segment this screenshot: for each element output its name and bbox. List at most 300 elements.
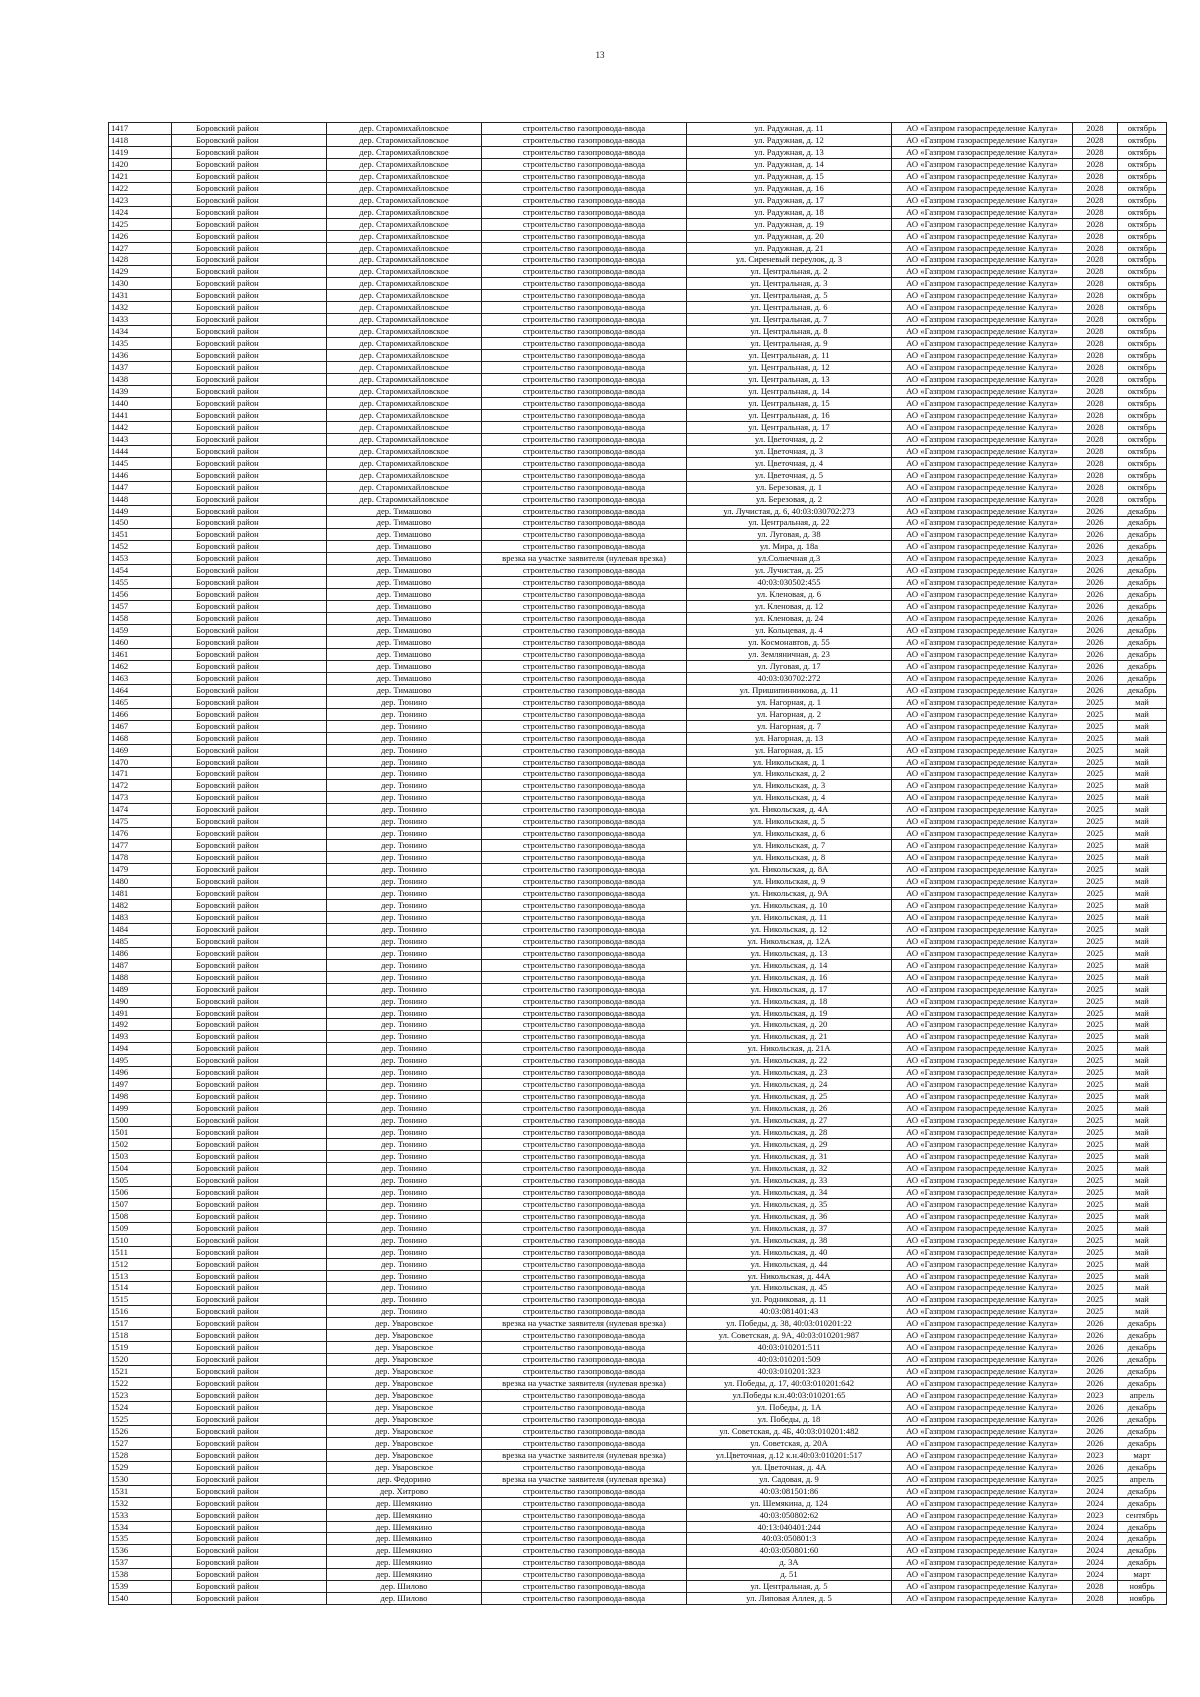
year-cell: 2025 <box>1073 1294 1118 1306</box>
organization-cell: АО «Газпром газораспределение Калуга» <box>892 744 1073 756</box>
settlement-cell: дер. Уваровское <box>327 1318 482 1330</box>
settlement-cell: дер. Тюнино <box>327 911 482 923</box>
table-row <box>109 1593 1167 1605</box>
table-row <box>109 1067 1167 1079</box>
district-cell: Боровский район <box>172 840 327 852</box>
settlement-cell: дер. Старомихайловское <box>327 314 482 326</box>
month-cell: май <box>1118 1115 1167 1127</box>
settlement-cell: дер. Уваровское <box>327 1413 482 1425</box>
row-number: 1417 <box>109 123 172 135</box>
address-cell: 40:03:030502:455 <box>687 577 892 589</box>
month-cell: май <box>1118 888 1167 900</box>
year-cell: 2023 <box>1073 1509 1118 1521</box>
year-cell: 2025 <box>1073 947 1118 959</box>
organization-cell: АО «Газпром газораспределение Калуга» <box>892 1007 1073 1019</box>
month-cell: май <box>1118 852 1167 864</box>
settlement-cell: дер. Шемякино <box>327 1509 482 1521</box>
table-row <box>109 1162 1167 1174</box>
year-cell: 2025 <box>1073 911 1118 923</box>
work-type-cell: строительство газопровода-ввода <box>482 1521 687 1533</box>
district-cell: Боровский район <box>172 888 327 900</box>
organization-cell: АО «Газпром газораспределение Калуга» <box>892 302 1073 314</box>
month-cell: май <box>1118 792 1167 804</box>
settlement-cell: дер. Старомихайловское <box>327 385 482 397</box>
table-row <box>109 1270 1167 1282</box>
address-cell: д. 3А <box>687 1557 892 1569</box>
year-cell: 2028 <box>1073 158 1118 170</box>
settlement-cell: дер. Федорино <box>327 1473 482 1485</box>
work-type-cell: строительство газопровода-ввода <box>482 840 687 852</box>
organization-cell: АО «Газпром газораспределение Калуга» <box>892 469 1073 481</box>
month-cell: май <box>1118 816 1167 828</box>
work-type-cell: строительство газопровода-ввода <box>482 888 687 900</box>
settlement-cell: дер. Тюнино <box>327 864 482 876</box>
month-cell: май <box>1118 1246 1167 1258</box>
row-number: 1521 <box>109 1366 172 1378</box>
organization-cell: АО «Газпром газораспределение Калуга» <box>892 182 1073 194</box>
address-cell: ул. Радужная, д. 17 <box>687 194 892 206</box>
organization-cell: АО «Газпром газораспределение Калуга» <box>892 732 1073 744</box>
row-number: 1465 <box>109 696 172 708</box>
district-cell: Боровский район <box>172 278 327 290</box>
row-number: 1422 <box>109 182 172 194</box>
year-cell: 2025 <box>1073 1079 1118 1091</box>
settlement-cell: дер. Старомихайловское <box>327 266 482 278</box>
organization-cell: АО «Газпром газораспределение Калуга» <box>892 959 1073 971</box>
year-cell: 2025 <box>1073 756 1118 768</box>
settlement-cell: дер. Тюнино <box>327 1019 482 1031</box>
organization-cell: АО «Газпром газораспределение Калуга» <box>892 636 1073 648</box>
row-number: 1523 <box>109 1390 172 1402</box>
row-number: 1497 <box>109 1079 172 1091</box>
month-cell: октябрь <box>1118 362 1167 374</box>
year-cell: 2025 <box>1073 923 1118 935</box>
table-row <box>109 983 1167 995</box>
district-cell: Боровский район <box>172 1115 327 1127</box>
year-cell: 2028 <box>1073 421 1118 433</box>
district-cell: Боровский район <box>172 995 327 1007</box>
district-cell: Боровский район <box>172 768 327 780</box>
month-cell: декабрь <box>1118 577 1167 589</box>
month-cell: декабрь <box>1118 1354 1167 1366</box>
table-row <box>109 613 1167 625</box>
work-type-cell: строительство газопровода-ввода <box>482 1186 687 1198</box>
settlement-cell: дер. Тюнино <box>327 1127 482 1139</box>
row-number: 1461 <box>109 648 172 660</box>
settlement-cell: дер. Старомихайловское <box>327 433 482 445</box>
table-row <box>109 708 1167 720</box>
district-cell: Боровский район <box>172 636 327 648</box>
year-cell: 2026 <box>1073 684 1118 696</box>
settlement-cell: дер. Тюнино <box>327 1007 482 1019</box>
settlement-cell: дер. Тимашово <box>327 648 482 660</box>
year-cell: 2025 <box>1073 1306 1118 1318</box>
work-type-cell: строительство газопровода-ввода <box>482 1198 687 1210</box>
organization-cell: АО «Газпром газораспределение Калуга» <box>892 1127 1073 1139</box>
work-type-cell: врезка на участке заявителя (нулевая врезка) <box>482 1318 687 1330</box>
settlement-cell: дер. Старомихайловское <box>327 170 482 182</box>
district-cell: Боровский район <box>172 146 327 158</box>
month-cell: май <box>1118 708 1167 720</box>
year-cell: 2028 <box>1073 146 1118 158</box>
settlement-cell: дер. Тюнино <box>327 1258 482 1270</box>
year-cell: 2025 <box>1073 935 1118 947</box>
address-cell: ул. Березовая, д. 2 <box>687 493 892 505</box>
row-number: 1536 <box>109 1545 172 1557</box>
month-cell: декабрь <box>1118 1497 1167 1509</box>
work-type-cell: строительство газопровода-ввода <box>482 1342 687 1354</box>
row-number: 1488 <box>109 971 172 983</box>
settlement-cell: дер. Старомихайловское <box>327 230 482 242</box>
district-cell: Боровский район <box>172 350 327 362</box>
row-number: 1528 <box>109 1449 172 1461</box>
address-cell: ул. Никольская, д. 10 <box>687 899 892 911</box>
work-type-cell: строительство газопровода-ввода <box>482 242 687 254</box>
month-cell: декабрь <box>1118 601 1167 613</box>
row-number: 1420 <box>109 158 172 170</box>
month-cell: март <box>1118 1569 1167 1581</box>
organization-cell: АО «Газпром газораспределение Калуга» <box>892 541 1073 553</box>
month-cell: октябрь <box>1118 123 1167 135</box>
address-cell: ул. Никольская, д. 11 <box>687 911 892 923</box>
row-number: 1441 <box>109 409 172 421</box>
district-cell: Боровский район <box>172 1461 327 1473</box>
table-row <box>109 170 1167 182</box>
district-cell: Боровский район <box>172 242 327 254</box>
work-type-cell: строительство газопровода-ввода <box>482 1413 687 1425</box>
year-cell: 2026 <box>1073 1342 1118 1354</box>
address-cell: ул. Березовая, д. 1 <box>687 481 892 493</box>
organization-cell: АО «Газпром газораспределение Калуга» <box>892 1425 1073 1437</box>
district-cell: Боровский район <box>172 457 327 469</box>
organization-cell: АО «Газпром газораспределение Калуга» <box>892 684 1073 696</box>
table-row <box>109 636 1167 648</box>
work-type-cell: строительство газопровода-ввода <box>482 170 687 182</box>
district-cell: Боровский район <box>172 1234 327 1246</box>
address-cell: ул. Никольская, д. 5 <box>687 816 892 828</box>
organization-cell: АО «Газпром газораспределение Калуга» <box>892 1043 1073 1055</box>
year-cell: 2028 <box>1073 134 1118 146</box>
work-type-cell: строительство газопровода-ввода <box>482 1115 687 1127</box>
month-cell: октябрь <box>1118 433 1167 445</box>
month-cell: май <box>1118 1162 1167 1174</box>
settlement-cell: дер. Тюнино <box>327 852 482 864</box>
settlement-cell: дер. Тюнино <box>327 768 482 780</box>
work-type-cell: строительство газопровода-ввода <box>482 266 687 278</box>
organization-cell: АО «Газпром газораспределение Калуга» <box>892 1509 1073 1521</box>
row-number: 1524 <box>109 1401 172 1413</box>
organization-cell: АО «Газпром газораспределение Калуга» <box>892 625 1073 637</box>
work-type-cell: строительство газопровода-ввода <box>482 182 687 194</box>
work-type-cell: строительство газопровода-ввода <box>482 792 687 804</box>
month-cell: май <box>1118 1222 1167 1234</box>
district-cell: Боровский район <box>172 374 327 386</box>
month-cell: май <box>1118 768 1167 780</box>
settlement-cell: дер. Шемякино <box>327 1557 482 1569</box>
organization-cell: АО «Газпром газораспределение Калуга» <box>892 971 1073 983</box>
year-cell: 2025 <box>1073 1091 1118 1103</box>
table-row <box>109 385 1167 397</box>
month-cell: май <box>1118 1234 1167 1246</box>
row-number: 1419 <box>109 146 172 158</box>
address-cell: ул. Никольская, д. 13 <box>687 947 892 959</box>
work-type-cell: врезка на участке заявителя (нулевая врезка) <box>482 1378 687 1390</box>
work-type-cell: строительство газопровода-ввода <box>482 1007 687 1019</box>
district-cell: Боровский район <box>172 469 327 481</box>
month-cell: май <box>1118 756 1167 768</box>
address-cell: ул. Никольская, д. 18 <box>687 995 892 1007</box>
year-cell: 2028 <box>1073 123 1118 135</box>
month-cell: май <box>1118 1103 1167 1115</box>
work-type-cell: строительство газопровода-ввода <box>482 254 687 266</box>
address-cell: ул. Радужная, д. 19 <box>687 218 892 230</box>
organization-cell: АО «Газпром газораспределение Калуга» <box>892 828 1073 840</box>
row-number: 1532 <box>109 1497 172 1509</box>
month-cell: октябрь <box>1118 469 1167 481</box>
row-number: 1493 <box>109 1031 172 1043</box>
work-type-cell: строительство газопровода-ввода <box>482 1509 687 1521</box>
work-type-cell: строительство газопровода-ввода <box>482 864 687 876</box>
work-type-cell: строительство газопровода-ввода <box>482 278 687 290</box>
organization-cell: АО «Газпром газораспределение Калуга» <box>892 935 1073 947</box>
work-type-cell: строительство газопровода-ввода <box>482 505 687 517</box>
work-type-cell: строительство газопровода-ввода <box>482 1390 687 1402</box>
settlement-cell: дер. Уваровское <box>327 1437 482 1449</box>
address-cell: ул. Никольская, д. 21А <box>687 1043 892 1055</box>
year-cell: 2028 <box>1073 1593 1118 1605</box>
organization-cell: АО «Газпром газораспределение Калуга» <box>892 1413 1073 1425</box>
row-number: 1442 <box>109 421 172 433</box>
month-cell: май <box>1118 1007 1167 1019</box>
organization-cell: АО «Газпром газораспределение Калуга» <box>892 218 1073 230</box>
month-cell: декабрь <box>1118 613 1167 625</box>
work-type-cell: строительство газопровода-ввода <box>482 1366 687 1378</box>
month-cell: декабрь <box>1118 589 1167 601</box>
address-cell: ул. Центральная, д. 22 <box>687 517 892 529</box>
work-type-cell: строительство газопровода-ввода <box>482 1330 687 1342</box>
address-cell: ул. Никольская, д. 16 <box>687 971 892 983</box>
month-cell: декабрь <box>1118 1342 1167 1354</box>
table-row <box>109 266 1167 278</box>
month-cell: май <box>1118 1019 1167 1031</box>
organization-cell: АО «Газпром газораспределение Калуга» <box>892 565 1073 577</box>
table-row <box>109 457 1167 469</box>
organization-cell: АО «Газпром газораспределение Калуга» <box>892 888 1073 900</box>
organization-cell: АО «Газпром газораспределение Калуга» <box>892 947 1073 959</box>
row-number: 1491 <box>109 1007 172 1019</box>
district-cell: Боровский район <box>172 326 327 338</box>
district-cell: Боровский район <box>172 1509 327 1521</box>
organization-cell: АО «Газпром газораспределение Калуга» <box>892 1079 1073 1091</box>
row-number: 1520 <box>109 1354 172 1366</box>
year-cell: 2023 <box>1073 1390 1118 1402</box>
month-cell: декабрь <box>1118 636 1167 648</box>
month-cell: декабрь <box>1118 684 1167 696</box>
settlement-cell: дер. Уваровское <box>327 1425 482 1437</box>
work-type-cell: строительство газопровода-ввода <box>482 134 687 146</box>
row-number: 1519 <box>109 1342 172 1354</box>
year-cell: 2025 <box>1073 804 1118 816</box>
month-cell: декабрь <box>1118 1330 1167 1342</box>
settlement-cell: дер. Тюнино <box>327 1198 482 1210</box>
table-row <box>109 577 1167 589</box>
month-cell: май <box>1118 911 1167 923</box>
work-type-cell: врезка на участке заявителя (нулевая врезка) <box>482 553 687 565</box>
settlement-cell: дер. Тюнино <box>327 959 482 971</box>
organization-cell: АО «Газпром газораспределение Калуга» <box>892 1055 1073 1067</box>
table-row <box>109 433 1167 445</box>
settlement-cell: дер. Тюнино <box>327 840 482 852</box>
address-cell: ул. Центральная, д. 5 <box>687 1581 892 1593</box>
work-type-cell: строительство газопровода-ввода <box>482 1103 687 1115</box>
work-type-cell: строительство газопровода-ввода <box>482 720 687 732</box>
settlement-cell: дер. Шемякино <box>327 1533 482 1545</box>
district-cell: Боровский район <box>172 852 327 864</box>
month-cell: декабрь <box>1118 505 1167 517</box>
month-cell: октябрь <box>1118 194 1167 206</box>
row-number: 1504 <box>109 1162 172 1174</box>
year-cell: 2028 <box>1073 481 1118 493</box>
address-cell: ул. Центральная, д. 11 <box>687 350 892 362</box>
work-type-cell: строительство газопровода-ввода <box>482 636 687 648</box>
month-cell: май <box>1118 1091 1167 1103</box>
settlement-cell: дер. Тюнино <box>327 708 482 720</box>
district-cell: Боровский район <box>172 1007 327 1019</box>
table-row <box>109 899 1167 911</box>
organization-cell: АО «Газпром газораспределение Калуга» <box>892 648 1073 660</box>
address-cell: ул. Центральная, д. 9 <box>687 338 892 350</box>
month-cell: май <box>1118 935 1167 947</box>
organization-cell: АО «Газпром газораспределение Калуга» <box>892 1401 1073 1413</box>
work-type-cell: строительство газопровода-ввода <box>482 1091 687 1103</box>
work-type-cell: строительство газопровода-ввода <box>482 1246 687 1258</box>
organization-cell: АО «Газпром газораспределение Калуга» <box>892 756 1073 768</box>
district-cell: Боровский район <box>172 1569 327 1581</box>
year-cell: 2023 <box>1073 1449 1118 1461</box>
organization-cell: АО «Газпром газораспределение Калуга» <box>892 1234 1073 1246</box>
address-cell: ул. Липовая Аллея, д. 5 <box>687 1593 892 1605</box>
year-cell: 2025 <box>1073 983 1118 995</box>
row-number: 1436 <box>109 350 172 362</box>
table-row <box>109 888 1167 900</box>
address-cell: ул. Никольская, д. 23 <box>687 1067 892 1079</box>
row-number: 1496 <box>109 1067 172 1079</box>
year-cell: 2025 <box>1073 1258 1118 1270</box>
address-cell: ул. Центральная, д. 5 <box>687 290 892 302</box>
work-type-cell: строительство газопровода-ввода <box>482 123 687 135</box>
month-cell: май <box>1118 1186 1167 1198</box>
settlement-cell: дер. Тюнино <box>327 935 482 947</box>
settlement-cell: дер. Тюнино <box>327 1174 482 1186</box>
row-number: 1527 <box>109 1437 172 1449</box>
settlement-cell: дер. Тюнино <box>327 1246 482 1258</box>
district-cell: Боровский район <box>172 445 327 457</box>
organization-cell: АО «Газпром газораспределение Калуга» <box>892 421 1073 433</box>
address-cell: ул.Победы к.н.40:03:010201:65 <box>687 1390 892 1402</box>
table-row <box>109 1437 1167 1449</box>
year-cell: 2025 <box>1073 792 1118 804</box>
organization-cell: АО «Газпром газораспределение Калуга» <box>892 1019 1073 1031</box>
work-type-cell: строительство газопровода-ввода <box>482 433 687 445</box>
organization-cell: АО «Газпром газораспределение Калуга» <box>892 1103 1073 1115</box>
year-cell: 2024 <box>1073 1521 1118 1533</box>
row-number: 1428 <box>109 254 172 266</box>
row-number: 1510 <box>109 1234 172 1246</box>
address-cell: ул. Никольская, д. 8А <box>687 864 892 876</box>
settlement-cell: дер. Старомихайловское <box>327 362 482 374</box>
address-cell: ул. Никольская, д. 9 <box>687 876 892 888</box>
row-number: 1531 <box>109 1485 172 1497</box>
row-number: 1459 <box>109 625 172 637</box>
district-cell: Боровский район <box>172 529 327 541</box>
organization-cell: АО «Газпром газораспределение Калуга» <box>892 254 1073 266</box>
district-cell: Боровский район <box>172 935 327 947</box>
district-cell: Боровский район <box>172 1533 327 1545</box>
address-cell: ул. Никольская, д. 26 <box>687 1103 892 1115</box>
row-number: 1468 <box>109 732 172 744</box>
row-number: 1489 <box>109 983 172 995</box>
table-row <box>109 469 1167 481</box>
work-type-cell: строительство газопровода-ввода <box>482 1222 687 1234</box>
table-row <box>109 1079 1167 1091</box>
address-cell: ул. Никольская, д. 4 <box>687 792 892 804</box>
month-cell: май <box>1118 1067 1167 1079</box>
year-cell: 2028 <box>1073 182 1118 194</box>
table-row <box>109 1473 1167 1485</box>
table-row <box>109 601 1167 613</box>
work-type-cell: строительство газопровода-ввода <box>482 565 687 577</box>
address-cell: 40:03:010201:511 <box>687 1342 892 1354</box>
row-number: 1443 <box>109 433 172 445</box>
settlement-cell: дер. Старомихайловское <box>327 421 482 433</box>
row-number: 1450 <box>109 517 172 529</box>
year-cell: 2025 <box>1073 1174 1118 1186</box>
settlement-cell: дер. Тимашово <box>327 613 482 625</box>
table-row <box>109 565 1167 577</box>
table-row <box>109 1043 1167 1055</box>
work-type-cell: строительство газопровода-ввода <box>482 780 687 792</box>
row-number: 1505 <box>109 1174 172 1186</box>
row-number: 1425 <box>109 218 172 230</box>
year-cell: 2026 <box>1073 1425 1118 1437</box>
district-cell: Боровский район <box>172 1449 327 1461</box>
district-cell: Боровский район <box>172 134 327 146</box>
organization-cell: АО «Газпром газораспределение Калуга» <box>892 481 1073 493</box>
district-cell: Боровский район <box>172 1174 327 1186</box>
month-cell: декабрь <box>1118 660 1167 672</box>
work-type-cell: строительство газопровода-ввода <box>482 768 687 780</box>
row-number: 1525 <box>109 1413 172 1425</box>
table-row <box>109 1342 1167 1354</box>
district-cell: Боровский район <box>172 577 327 589</box>
row-number: 1472 <box>109 780 172 792</box>
row-number: 1434 <box>109 326 172 338</box>
address-cell: ул. Луговая, д. 17 <box>687 660 892 672</box>
month-cell: октябрь <box>1118 170 1167 182</box>
organization-cell: АО «Газпром газораспределение Калуга» <box>892 899 1073 911</box>
row-number: 1492 <box>109 1019 172 1031</box>
organization-cell: АО «Газпром газораспределение Калуга» <box>892 995 1073 1007</box>
settlement-cell: дер. Тюнино <box>327 816 482 828</box>
year-cell: 2028 <box>1073 302 1118 314</box>
work-type-cell: строительство газопровода-ввода <box>482 1079 687 1091</box>
year-cell: 2028 <box>1073 254 1118 266</box>
work-type-cell: строительство газопровода-ввода <box>482 1282 687 1294</box>
row-number: 1515 <box>109 1294 172 1306</box>
year-cell: 2024 <box>1073 1497 1118 1509</box>
row-number: 1477 <box>109 840 172 852</box>
district-cell: Боровский район <box>172 409 327 421</box>
